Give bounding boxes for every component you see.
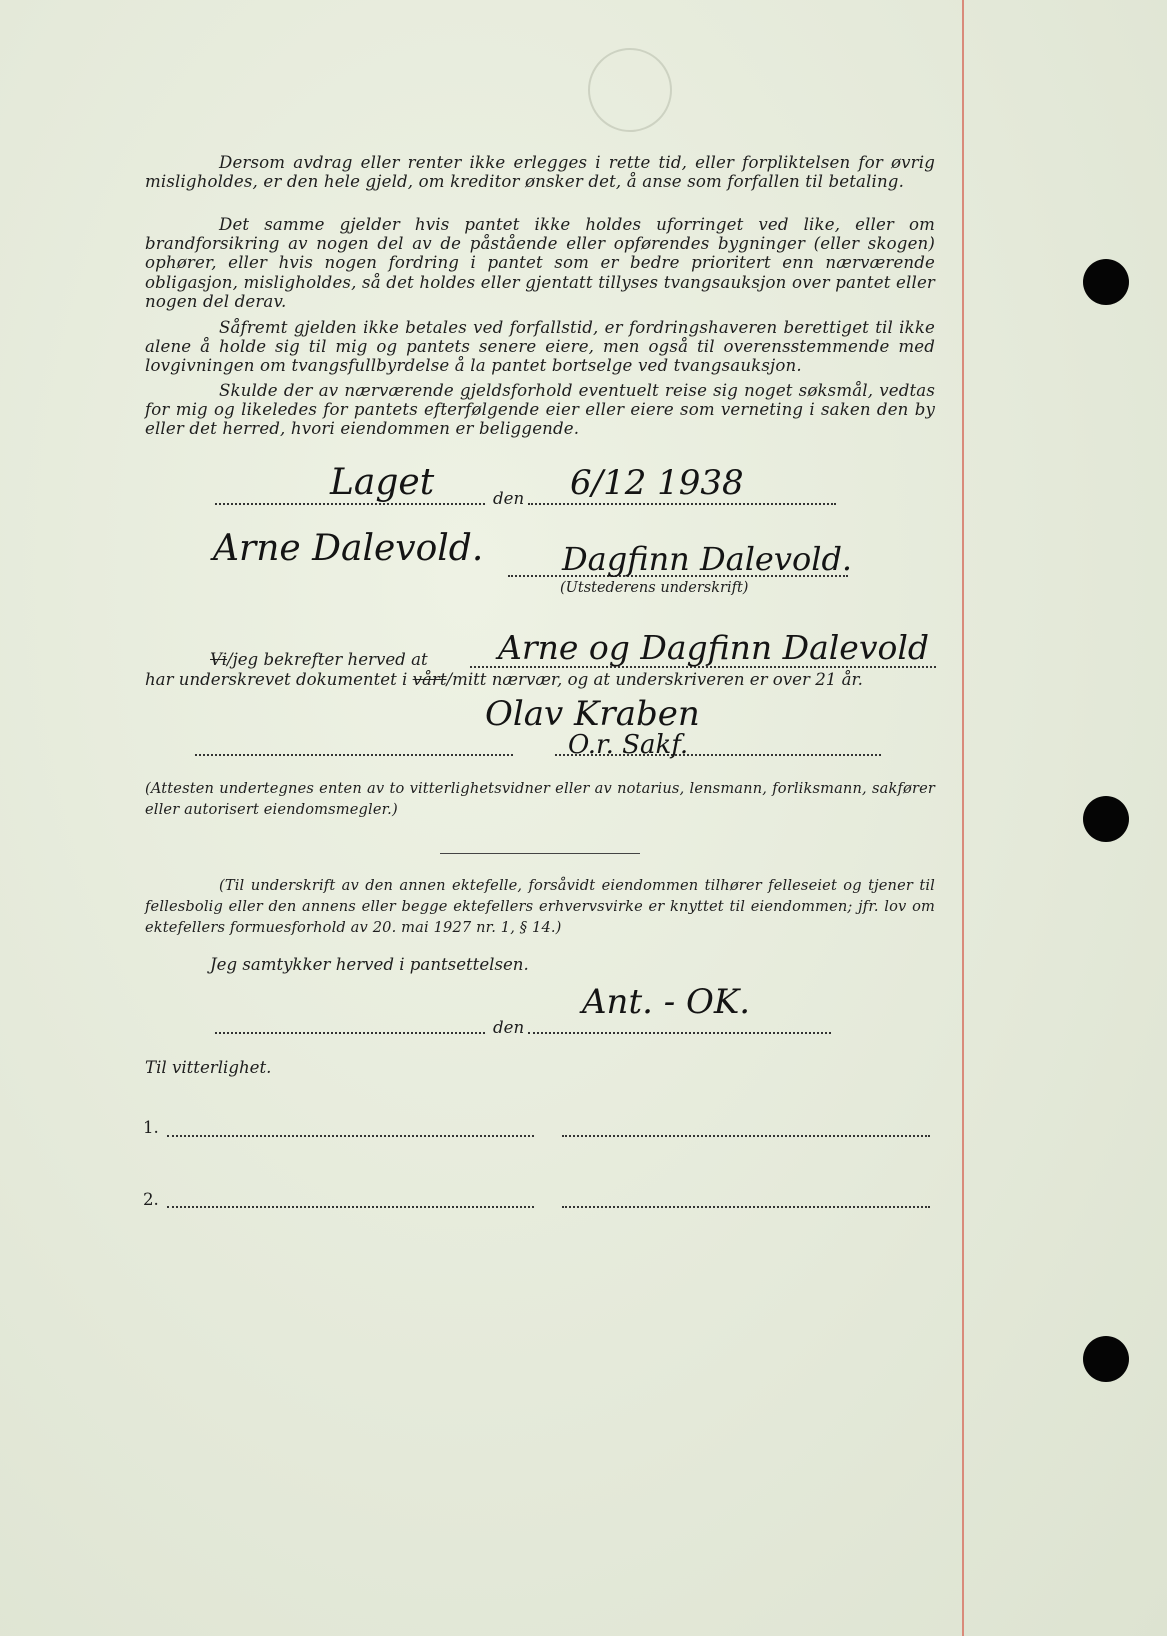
- paragraph-default: [145, 153, 935, 191]
- consent-right-dotted-line: [528, 1032, 831, 1034]
- paragraph-collateral-text: Det samme gjelder hvis pantet ikke holdes uforringet ved like, eller om brandforsikring av nogen del av de påstående eller opførendes bygninger (eller skogen) ophører, eller hvis nogen fordring i pantet som er bedre prioritert enn nærværende obligasjon, misligholdes, så det holdes eller gjentatt tillyses tvangsauksjon over pantet eller nogen del derav.: [145, 215, 935, 311]
- den-label: den: [493, 489, 525, 508]
- confirm-struck-vi: Vi: [210, 650, 227, 669]
- paragraph-venue-text: Skulde der av nærværende gjeldsforhold eventuelt reise sig noget søksmål, vedtas for mig og likeledes for pantets efterfølgende eier eller eiere som verneting i saken den by eller det herred, hvori eiendommen er beliggende.: [145, 381, 935, 439]
- attest-note: [145, 778, 935, 820]
- consent-handwritten: Ant. - OK.: [582, 982, 751, 1022]
- signed-line-b: /mitt nærvær, og at underskriveren er over 21 år.: [446, 670, 863, 689]
- witness-number-2: 2.: [143, 1190, 159, 1209]
- issuer-signature-caption: (Utstederens underskrift): [560, 580, 749, 596]
- witness-title-handwritten: O.r. Sakf.: [568, 730, 689, 760]
- place-handwritten: Laget: [330, 462, 435, 503]
- paragraph-maturity: [145, 318, 935, 376]
- signed-line-struck: vårt: [412, 670, 447, 689]
- spouse-note: [145, 875, 935, 938]
- paragraph-default-text: Dersom avdrag eller renter ikke erlegges i rette tid, eller forpliktelsen for øvrig misligholdes, er den hele gjeld, om kreditor ønsker det, å anse som forfallen til betaling.: [145, 153, 935, 192]
- date-handwritten: 6/12 1938: [570, 463, 744, 503]
- margin-rule: [962, 0, 964, 1636]
- signature-arne: Arne Dalevold.: [213, 528, 484, 569]
- witness-2-right-line: [562, 1206, 930, 1208]
- paragraph-venue: [145, 381, 935, 439]
- punch-hole-top: [1083, 259, 1129, 305]
- spouse-note-text: (Til underskrift av den annen ektefelle, forsåvidt eiendommen tilhører felleseiet og tjener til fellesbolig eller den annens eller begge ektefellers erhvervsvirke er knyttet til eiendommen; jfr. lov om ektefellers formuesforhold av 20. mai 1927 nr. 1, § 14.): [145, 877, 935, 936]
- punch-hole-middle: [1083, 796, 1129, 842]
- paragraph-collateral: [145, 215, 935, 311]
- consent-text: Jeg samtykker herved i pantsettelsen.: [210, 955, 529, 974]
- witness-1-right-line: [562, 1135, 930, 1137]
- confirm-line: [210, 650, 428, 669]
- consent-left-dotted-line: [215, 1032, 485, 1034]
- witness-left-dotted-line: [195, 754, 513, 756]
- confirm-text: /jeg bekrefter herved at: [227, 650, 428, 669]
- witness-name-handwritten: Olav Kraben: [485, 694, 700, 734]
- place-dotted-line: [215, 503, 485, 505]
- attest-note-text: (Attesten undertegnes enten av to vitterlighetsvidner eller av notarius, lensmann, forliksmann, sakfører eller autorisert eiendomsmegler.): [145, 780, 935, 818]
- consent-den-label: den: [493, 1018, 525, 1037]
- punch-hole-bottom: [1083, 1336, 1129, 1382]
- faint-stamp-mark: [588, 48, 672, 132]
- witness-number-1: 1.: [143, 1118, 159, 1137]
- witness-heading: Til vitterlighet.: [145, 1058, 272, 1077]
- signed-line: [145, 670, 863, 689]
- signature-dagfinn: Dagfinn Dalevold.: [562, 540, 853, 578]
- witness-2-left-line: [167, 1206, 534, 1208]
- paragraph-maturity-text: Såfremt gjelden ikke betales ved forfallstid, er fordringshaveren berettiget til ikke alene å holde sig til mig og pantets senere eiere, men også til overensstemmende med lovgivningen om tvangsfullbyrdelse å la pantet bortselge ved tvangsauksjon.: [145, 318, 935, 376]
- witness-1-left-line: [167, 1135, 534, 1137]
- signed-line-a: har underskrevet dokumentet i: [145, 670, 408, 689]
- section-divider: [440, 853, 640, 854]
- confirm-names-handwritten: Arne og Dagfinn Dalevold: [498, 628, 930, 667]
- date-dotted-line: [528, 503, 836, 505]
